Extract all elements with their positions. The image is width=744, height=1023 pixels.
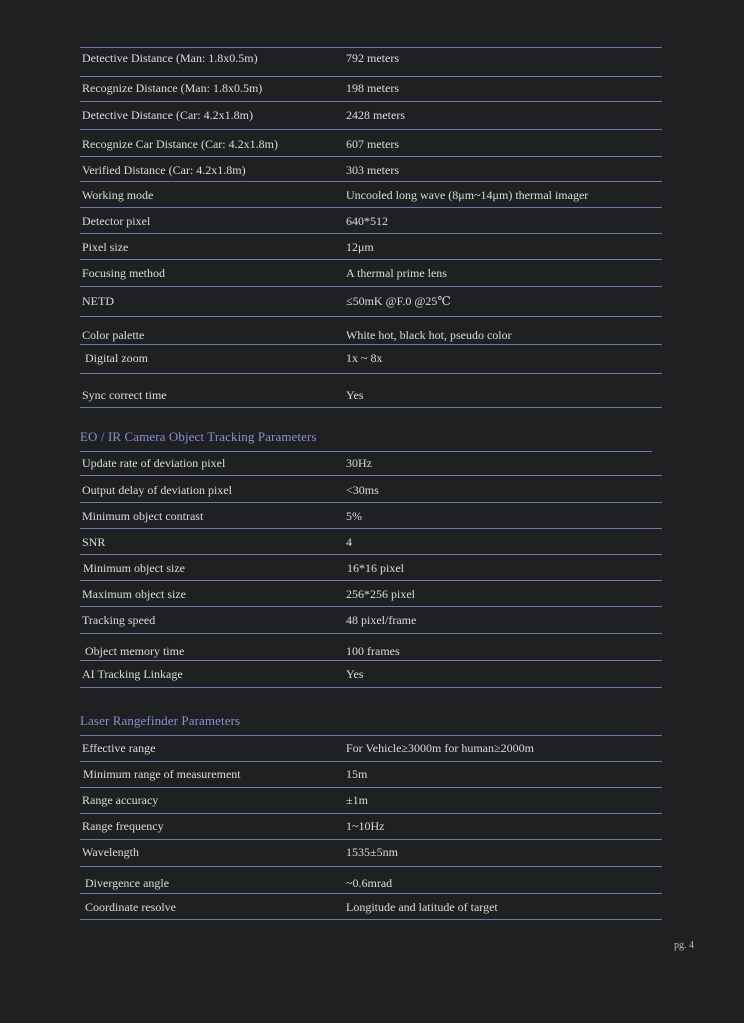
param-name: Minimum range of measurement — [83, 767, 241, 781]
param-name: NETD — [82, 294, 114, 308]
param-value: ≤50mK @F.0 @25℃ — [346, 294, 451, 308]
param-value: 48 pixel/frame — [346, 613, 417, 627]
table-rule — [80, 373, 662, 374]
param-value: ±1m — [346, 793, 368, 807]
param-value: 5% — [346, 509, 362, 523]
table-rule — [80, 344, 662, 345]
param-value: Yes — [346, 667, 364, 681]
param-value: Yes — [346, 388, 364, 402]
param-name: Range frequency — [82, 819, 164, 833]
table-rule — [80, 316, 662, 317]
param-value: 15m — [346, 767, 368, 781]
table-rule — [80, 47, 662, 48]
param-name: Pixel size — [82, 240, 129, 254]
param-value: 256*256 pixel — [346, 587, 415, 601]
param-name: Range accuracy — [82, 793, 159, 807]
param-name: Recognize Car Distance (Car: 4.2x1.8m) — [82, 137, 278, 151]
param-name: Detector pixel — [82, 214, 151, 228]
param-name: Effective range — [82, 741, 156, 755]
param-value: For Vehicle≥3000m for human≥2000m — [346, 741, 534, 755]
table-rule — [80, 475, 662, 476]
param-value: Longitude and latitude of target — [346, 900, 498, 914]
param-value: <30ms — [346, 483, 379, 497]
table-rule — [80, 893, 662, 894]
param-value: 4 — [346, 535, 352, 549]
param-name: Tracking speed — [82, 613, 156, 627]
param-name: SNR — [82, 535, 106, 549]
param-name: Output delay of deviation pixel — [82, 483, 232, 497]
param-name: AI Tracking Linkage — [82, 667, 183, 681]
param-value: 2428 meters — [346, 108, 405, 122]
table-rule — [80, 633, 662, 634]
param-name: Focusing method — [82, 266, 165, 280]
param-value: 640*512 — [346, 214, 388, 228]
param-name: Sync correct time — [82, 388, 167, 402]
param-name: Maximum object size — [82, 587, 186, 601]
param-value: 12μm — [346, 240, 374, 254]
param-name: Color palette — [82, 328, 145, 342]
param-value: 30Hz — [346, 456, 372, 470]
param-name: Digital zoom — [85, 351, 148, 365]
param-name: Wavelength — [82, 845, 140, 859]
table-rule — [80, 407, 662, 408]
param-value: A thermal prime lens — [346, 266, 447, 280]
table-rule — [80, 660, 662, 661]
table-rule — [80, 919, 662, 920]
table-rule — [80, 129, 662, 130]
param-name: Verified Distance (Car: 4.2x1.8m) — [82, 163, 246, 177]
param-value: 1~10Hz — [346, 819, 385, 833]
param-value: 100 frames — [346, 644, 400, 658]
table-rule — [80, 813, 662, 814]
table-rule — [80, 687, 662, 688]
param-value: White hot, black hot, pseudo color — [346, 328, 512, 342]
table-rule — [80, 207, 662, 208]
table-rule — [80, 554, 662, 555]
param-value: 1535±5nm — [346, 845, 398, 859]
table-rule — [80, 76, 662, 77]
table-rule — [80, 233, 662, 234]
table-rule — [80, 286, 662, 287]
table-rule — [80, 502, 662, 503]
param-value: 607 meters — [346, 137, 399, 151]
table-rule — [80, 259, 662, 260]
param-name: Divergence angle — [85, 876, 170, 890]
table-rule — [80, 787, 662, 788]
param-value: 303 meters — [346, 163, 399, 177]
table-rule — [80, 761, 662, 762]
section-title-tracking: EO / IR Camera Object Tracking Parameters — [80, 429, 317, 444]
param-value: 1x ~ 8x — [346, 351, 383, 365]
table-rule — [80, 156, 662, 157]
param-value: ~0.6mrad — [346, 876, 393, 890]
param-name: Detective Distance (Man: 1.8x0.5m) — [82, 51, 258, 65]
table-rule — [80, 606, 662, 607]
table-rule — [80, 451, 652, 452]
param-name: Minimum object size — [83, 561, 185, 575]
table-rule — [80, 839, 662, 840]
param-name: Object memory time — [85, 644, 185, 658]
param-name: Recognize Distance (Man: 1.8x0.5m) — [82, 81, 263, 95]
param-name: Update rate of deviation pixel — [82, 456, 226, 470]
param-value: 16*16 pixel — [347, 561, 404, 575]
table-rule — [80, 866, 662, 867]
param-value: 792 meters — [346, 51, 399, 65]
param-value: 198 meters — [346, 81, 399, 95]
page-number: pg. 4 — [674, 940, 694, 951]
table-rule — [80, 735, 662, 736]
table-rule — [80, 181, 662, 182]
param-name: Detective Distance (Car: 4.2x1.8m) — [82, 108, 253, 122]
param-value: Uncooled long wave (8μm~14μm) thermal imager — [346, 188, 589, 202]
param-name: Coordinate resolve — [85, 900, 176, 914]
param-name: Minimum object contrast — [82, 509, 204, 523]
table-rule — [80, 528, 662, 529]
table-rule — [80, 101, 662, 102]
table-rule — [80, 580, 662, 581]
param-name: Working mode — [82, 188, 154, 202]
section-title-laser: Laser Rangefinder Parameters — [80, 713, 241, 728]
